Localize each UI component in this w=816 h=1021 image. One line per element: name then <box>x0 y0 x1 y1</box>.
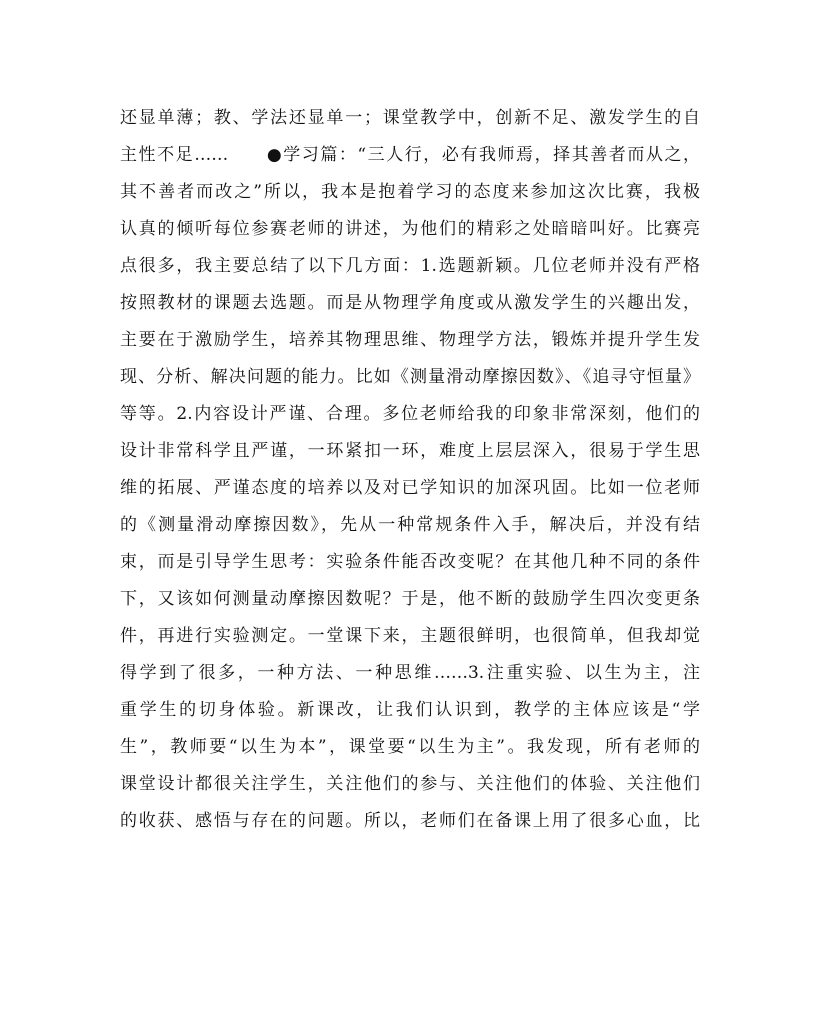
text-line: 维的拓展、严谨态度的培养以及对已学知识的加深巩固。比如一位老师 <box>120 478 700 498</box>
text-line: 主要在于激励学生，培养其物理思维、物理学方法，锻炼并提升学生发 <box>120 330 700 350</box>
text-line: 束，而是引导学生思考：实验条件能否改变呢？在其他几种不同的条件 <box>120 552 700 572</box>
text-line: 现、分析、解决问题的能力。比如《测量滑动摩擦因数》、《追寻守恒量》 <box>120 367 700 387</box>
text-line: 点很多，我主要总结了以下几方面：1.选题新颖。几位老师并没有严格 <box>120 256 700 276</box>
text-line: 还显单薄；教、学法还显单一；课堂教学中，创新不足、激发学生的自 <box>120 108 700 128</box>
text-line: 主性不足…… ●学习篇：“三人行，必有我师焉，择其善者而从之， <box>120 145 700 165</box>
text-line: 设计非常科学且严谨，一环紧扣一环，难度上层层深入，很易于学生思 <box>120 441 700 461</box>
text-line: 课堂设计都很关注学生，关注他们的参与、关注他们的体验、关注他们 <box>120 774 700 794</box>
text-line: 重学生的切身体验。新课改，让我们认识到，教学的主体应该是“学 <box>120 700 700 720</box>
text-line: 等等。2.内容设计严谨、合理。多位老师给我的印象非常深刻，他们的 <box>120 404 700 424</box>
text-line: 下，又该如何测量动摩擦因数呢？于是，他不断的鼓励学生四次变更条 <box>120 589 700 609</box>
text-line: 得学到了很多，一种方法、一种思维……3.注重实验、以生为主，注 <box>120 663 700 683</box>
text-line: 按照教材的课题去选题。而是从物理学角度或从激发学生的兴趣出发， <box>120 293 700 313</box>
text-line: 件，再进行实验测定。一堂课下来，主题很鲜明，也很简单，但我却觉 <box>120 626 700 646</box>
text-line: 的收获、感悟与存在的问题。所以，老师们在备课上用了很多心血，比 <box>120 811 700 831</box>
text-line: 生”，教师要“以生为本”，课堂要“以生为主”。我发现，所有老师的 <box>120 737 700 757</box>
text-line: 认真的倾听每位参赛老师的讲述，为他们的精彩之处暗暗叫好。比赛亮 <box>120 219 700 239</box>
body-text <box>120 100 700 840</box>
text-line: 其不善者而改之”所以，我本是抱着学习的态度来参加这次比赛，我极 <box>120 182 700 202</box>
text-line: 的《测量滑动摩擦因数》，先从一种常规条件入手，解决后，并没有结 <box>120 515 700 535</box>
